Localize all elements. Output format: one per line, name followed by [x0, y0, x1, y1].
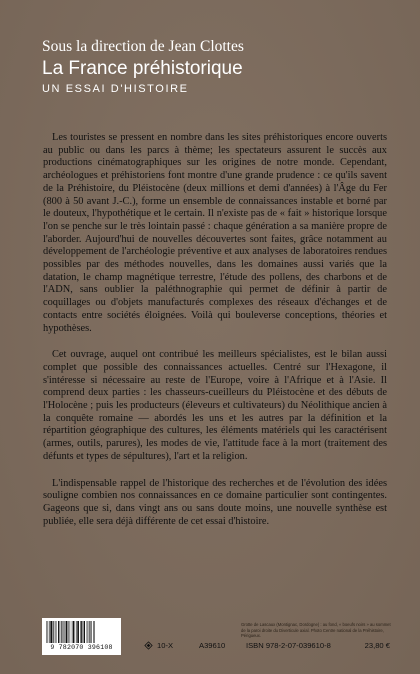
barcode-bar [53, 621, 54, 643]
blurb [43, 132, 387, 542]
barcode-bar [66, 621, 68, 643]
barcode-bar [91, 621, 92, 643]
barcode-bar [50, 621, 52, 643]
barcode-bar [49, 621, 50, 643]
barcode-bar [68, 621, 69, 643]
barcode-bar [47, 621, 48, 643]
barcode [42, 618, 121, 655]
barcode-bar [60, 621, 61, 643]
isbn: ISBN 978-2-07-039610-8 [246, 641, 331, 650]
barcode-bar [61, 621, 62, 643]
barcode-bar [55, 621, 56, 643]
barcode-bar [80, 621, 81, 643]
barcode-bar [58, 621, 59, 643]
price: 23,80 € [364, 641, 390, 650]
publisher-logo-icon [144, 641, 153, 650]
blurb-paragraph-2: Cet ouvrage, auquel ont contribué les meilleurs spécialistes, est le bilan aussi complet que possible des connaissances actuelles. Centré sur l'Hexagone, il s'intéresse si nécessaire au reste de l'Europe, voire à l'Afrique et à l'Asie. Il comprend deux parties : les chasseurs-cueilleurs du Pléistocène et des débuts de l'Holocène ; puis les producteurs (éleveurs et cultivateurs) du Néolithique ancien à la conquête romaine — abordés les uns et les autres par la définition et la répartition géographique des cultures, les éléments matériels qui les caractérisent (armes, outils, parures), les modes de vie, l'attitude face à la mort (traitement des défunts et types de sépultures), l'art et la religion. [43, 349, 387, 462]
barcode-bar [77, 621, 79, 643]
collection-number: 10-X [157, 641, 174, 650]
blurb-paragraph-3: L'indispensable rappel de l'historique des recherches et de l'évolution des idées souligne combien nos connaissances en ce domaine particulier sont contingentes. Gageons que si, dans vingt ans ou sans doute moins, une nouvelle synthèse est publiée, elle sera déjà différente de cet essai d'histoire. [43, 477, 387, 527]
publication-info [144, 641, 390, 650]
barcode-bar [70, 621, 71, 643]
barcode-bar [72, 621, 73, 643]
barcode-bar [81, 621, 82, 643]
barcode-bar [83, 621, 84, 643]
barcode-bar [89, 621, 90, 643]
barcode-bar [94, 621, 95, 643]
barcode-bar [56, 621, 57, 643]
barcode-bar [88, 621, 89, 643]
barcode-bar [48, 621, 49, 643]
book-subtitle: UN ESSAI D'HISTOIRE [42, 83, 189, 95]
cover-header [42, 38, 402, 96]
barcode-bar [84, 621, 85, 643]
barcode-bar [64, 621, 65, 643]
barcode-digits: 9 782070 396108 [50, 644, 113, 651]
barcode-bar [93, 621, 94, 643]
book-title: La France préhistorique [42, 58, 243, 79]
barcode-bar [76, 621, 77, 643]
barcode-bar [75, 621, 76, 643]
barcode-bar [73, 621, 74, 643]
photo-credits: Grotte de Lascaux (Montignac, Dordogne) : au fond, « boeufs noirs » au sommet de la paroi droite du Diverticule axial. Photo Centre national de la Préhistoire, Périgueux. [241, 622, 391, 638]
barcode-bars [46, 621, 117, 643]
book-director: Sous la direction de Jean Clottes [42, 38, 244, 55]
publisher-code: A39610 [199, 641, 226, 650]
blurb-paragraph-1: Les touristes se pressent en nombre dans les sites préhistoriques encore ouverts au public ou dans les parcs à thème; les spectateurs assurent le succès aux productions cinématographiques sur les origines de notre monde. Cependant, archéologues et préhistoriens font montre d'une grande prudence : ce qu'ils savent de la Préhistoire, du Pléistocène (deux millions et demi d'années) à l'Âge du Fer (800 à 50 avant J.-C.), forme un ensemble de connaissances instable et borné par le douteux, l'hypothétique et le certain. Il n'existe pas de « fait » historique lorsque l'on se penche sur le très lointain passé : chaque génération a sa manière propre de l'aborder. Aujourd'hui de nouvelles découvertes sont faites, grâce notamment au développement de l'archéologie préventive et aux analyses de laboratoires rendues possibles par des méthodes nouvelles, dans les domaines aussi variés que la datation, le champ magnétique terrestre, l'étude des pollens, des charbons et de l'ADN, sans oublier la paléthnographie qui permet de définir à partir de coquillages ou d'objets manufacturés complexes des réseaux d'échanges et de contacts entre sociétés éloignées. Voilà qui bouleverse conceptions, théories et hypothèses. [43, 132, 387, 334]
barcode-bar [87, 621, 88, 643]
barcode-bar [65, 621, 66, 643]
